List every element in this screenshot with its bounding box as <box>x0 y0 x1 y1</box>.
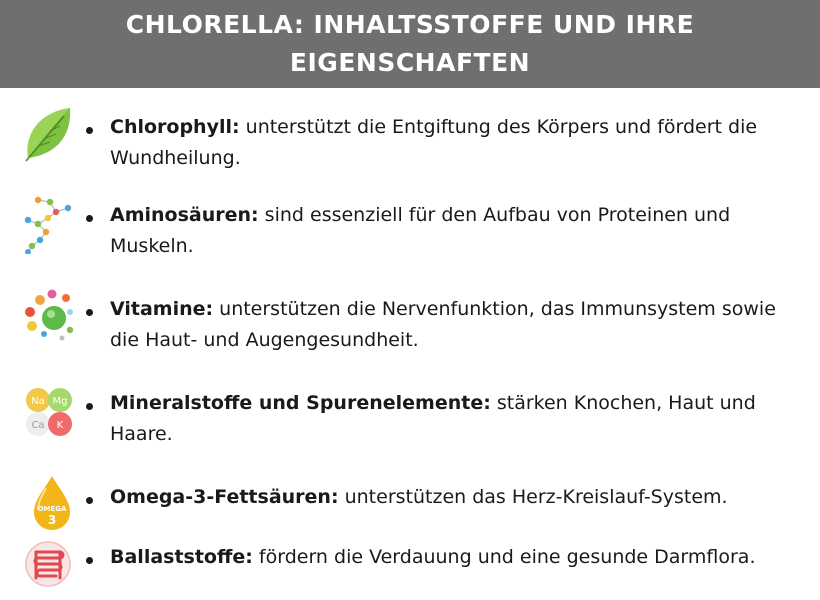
item-text <box>110 112 806 174</box>
bullet <box>86 557 93 564</box>
omega-number: 3 <box>47 513 57 527</box>
item-term: Vitamine: <box>110 298 214 320</box>
bullet <box>86 403 93 410</box>
item-text <box>110 542 806 573</box>
item-text <box>110 294 806 356</box>
bullet <box>86 309 93 316</box>
bullet <box>86 127 93 134</box>
item-description: unterstützen das Herz-Kreislauf-System. <box>338 486 728 508</box>
leaf-icon <box>18 104 78 164</box>
item-text <box>110 482 806 513</box>
amino-acid-chain-icon <box>18 194 78 254</box>
page-title: CHLORELLA: INHALTSSTOFFE UND IHRE EIGENSCHAFTEN <box>125 10 695 77</box>
item-text <box>110 200 806 262</box>
item-description: stärken Knochen, Haut und Haare. <box>110 392 756 445</box>
magnesium-label: Mg <box>52 396 68 407</box>
item-term: Omega-3-Fettsäuren: <box>110 486 339 508</box>
bullet <box>86 215 93 222</box>
omega-word: OMEGA <box>37 505 67 513</box>
item-description: unterstützt die Entgiftung des Körpers und fördert die Wundheilung. <box>110 116 758 169</box>
item-description: unterstützen die Nervenfunktion, das Immunsystem sowie die Haut- und Augengesundheit. <box>110 298 776 351</box>
item-description: fördern die Verdauung und eine gesunde Darmflora. <box>252 546 756 568</box>
potassium-label: K <box>56 420 64 431</box>
bullet <box>86 497 93 504</box>
item-text <box>110 388 806 450</box>
vitamin-spheres-icon <box>18 284 78 344</box>
calcium-label: Ca <box>31 420 45 431</box>
intestine-icon <box>18 536 78 596</box>
item-term: Chlorophyll: <box>110 116 240 138</box>
minerals-icon <box>18 386 78 446</box>
item-term: Aminosäuren: <box>110 204 259 226</box>
header-banner <box>0 0 820 88</box>
omega-3-drop-icon <box>18 472 78 532</box>
item-term: Mineralstoffe und Spurenelemente: <box>110 392 491 414</box>
item-description: sind essenziell für den Aufbau von Proteinen und Muskeln. <box>110 204 731 257</box>
sodium-label: Na <box>31 396 45 407</box>
item-term: Ballaststoffe: <box>110 546 253 568</box>
